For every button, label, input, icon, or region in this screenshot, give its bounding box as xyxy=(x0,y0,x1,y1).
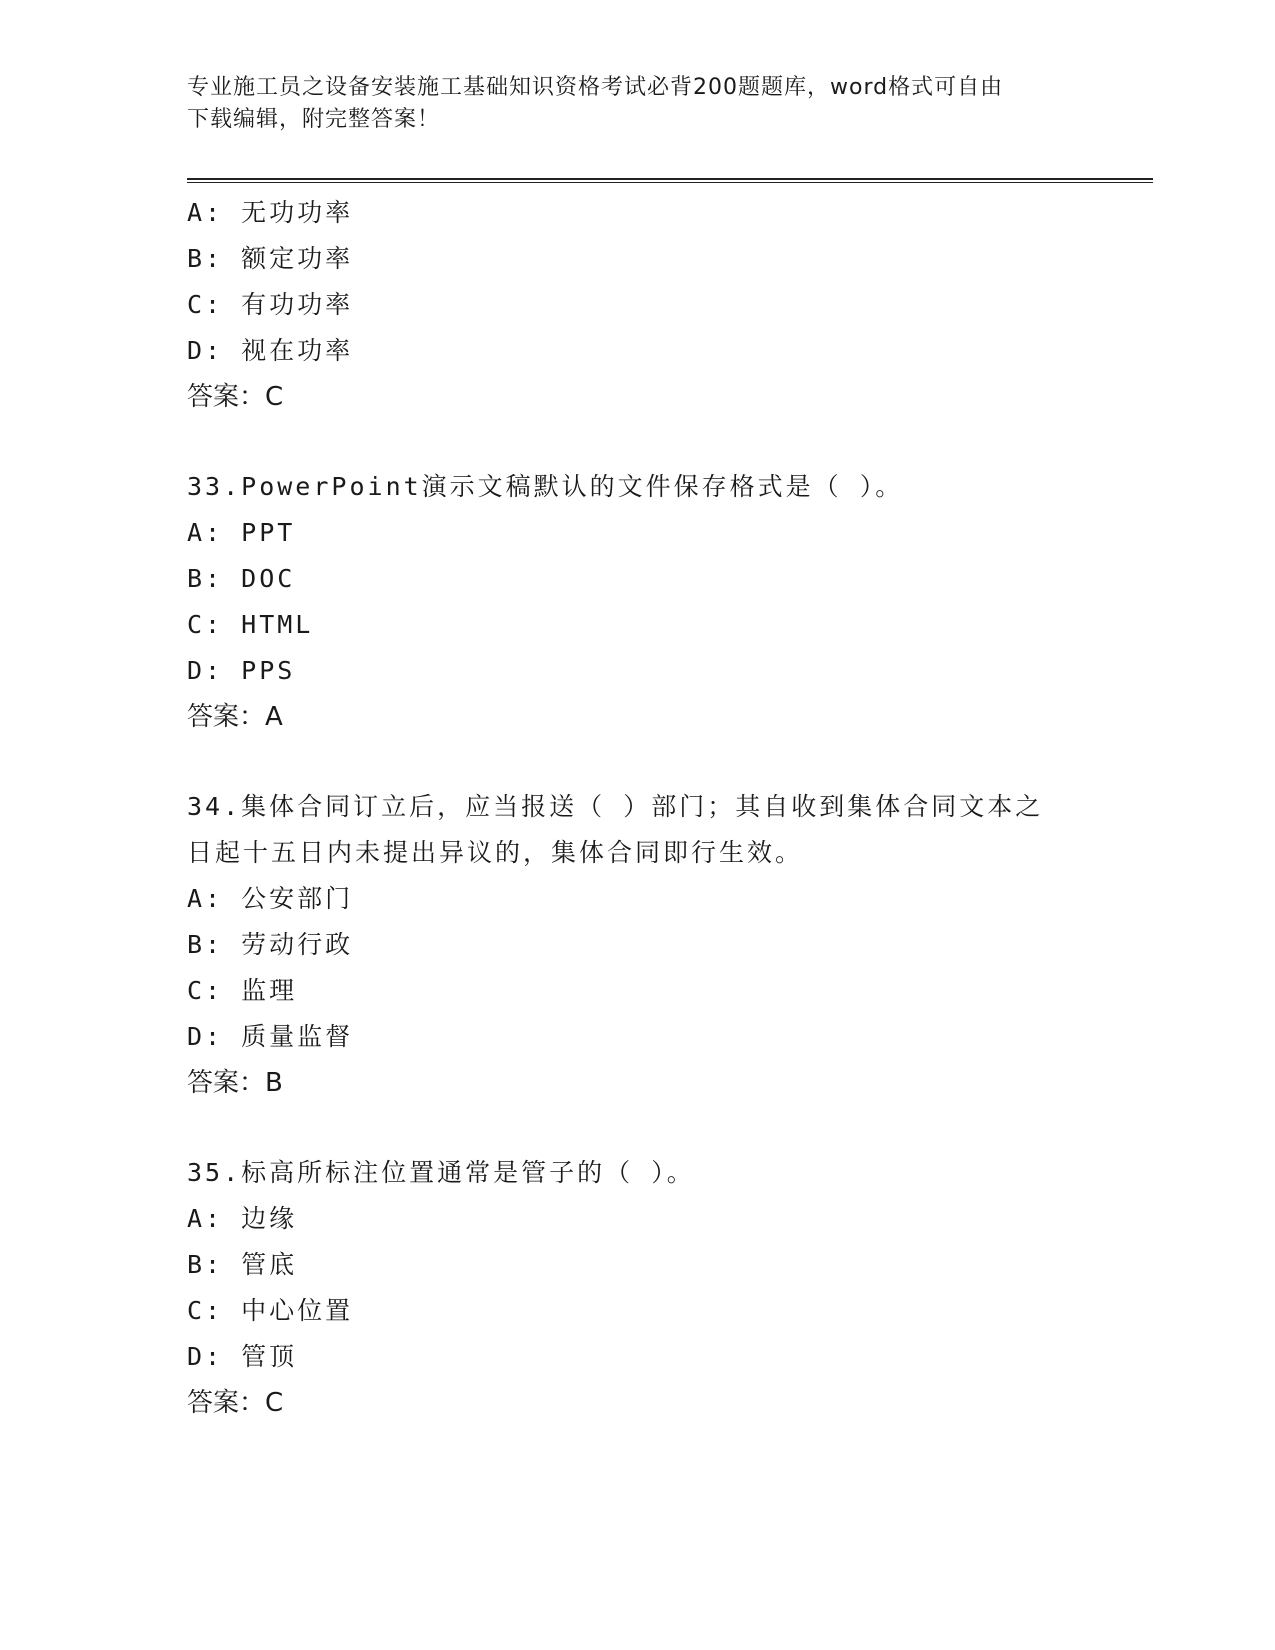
answer: 答案：C xyxy=(187,382,284,412)
question-list xyxy=(187,190,1087,1426)
question-32 xyxy=(187,190,1087,420)
header-line-1: 专业施工员之设备安装施工基础知识资格考试必背200题题库，word格式可自由 xyxy=(187,75,1004,100)
question-text-line-1: 34.集体合同订立后，应当报送（ ）部门；其自收到集体合同文本之 xyxy=(187,792,1044,821)
question-35 xyxy=(187,1150,1087,1426)
question-34 xyxy=(187,784,1087,1106)
answer: 答案：B xyxy=(187,1068,283,1098)
answer: 答案：A xyxy=(187,702,283,732)
question-text: 33.PowerPoint演示文稿默认的文件保存格式是（ ）。 xyxy=(187,472,904,501)
option-c: C: 中心位置 xyxy=(187,1296,354,1325)
option-d: D: 质量监督 xyxy=(187,1022,354,1051)
option-d: D: 视在功率 xyxy=(187,336,354,365)
option-b: B: DOC xyxy=(187,564,296,593)
option-d: D: PPS xyxy=(187,656,296,685)
option-a: A: 公安部门 xyxy=(187,884,354,913)
option-a: A: 无功功率 xyxy=(187,198,354,227)
option-a: A: 边缘 xyxy=(187,1204,298,1233)
header-divider xyxy=(187,178,1153,183)
option-c: C: HTML xyxy=(187,610,314,639)
spacer xyxy=(187,740,1087,784)
option-c: C: 有功功率 xyxy=(187,290,354,319)
spacer xyxy=(187,420,1087,464)
option-c: C: 监理 xyxy=(187,976,298,1005)
option-b: B: 管底 xyxy=(187,1250,298,1279)
option-b: B: 额定功率 xyxy=(187,244,354,273)
question-text-line-2: 日起十五日内未提出异议的，集体合同即行生效。 xyxy=(187,838,804,867)
question-text: 35.标高所标注位置通常是管子的（ ）。 xyxy=(187,1158,695,1187)
document-header xyxy=(187,72,1067,136)
answer: 答案：C xyxy=(187,1388,284,1418)
option-d: D: 管顶 xyxy=(187,1342,298,1371)
spacer xyxy=(187,1106,1087,1150)
option-a: A: PPT xyxy=(187,518,296,547)
question-33 xyxy=(187,464,1087,740)
option-b: B: 劳动行政 xyxy=(187,930,354,959)
header-line-2: 下载编辑，附完整答案！ xyxy=(187,107,441,132)
